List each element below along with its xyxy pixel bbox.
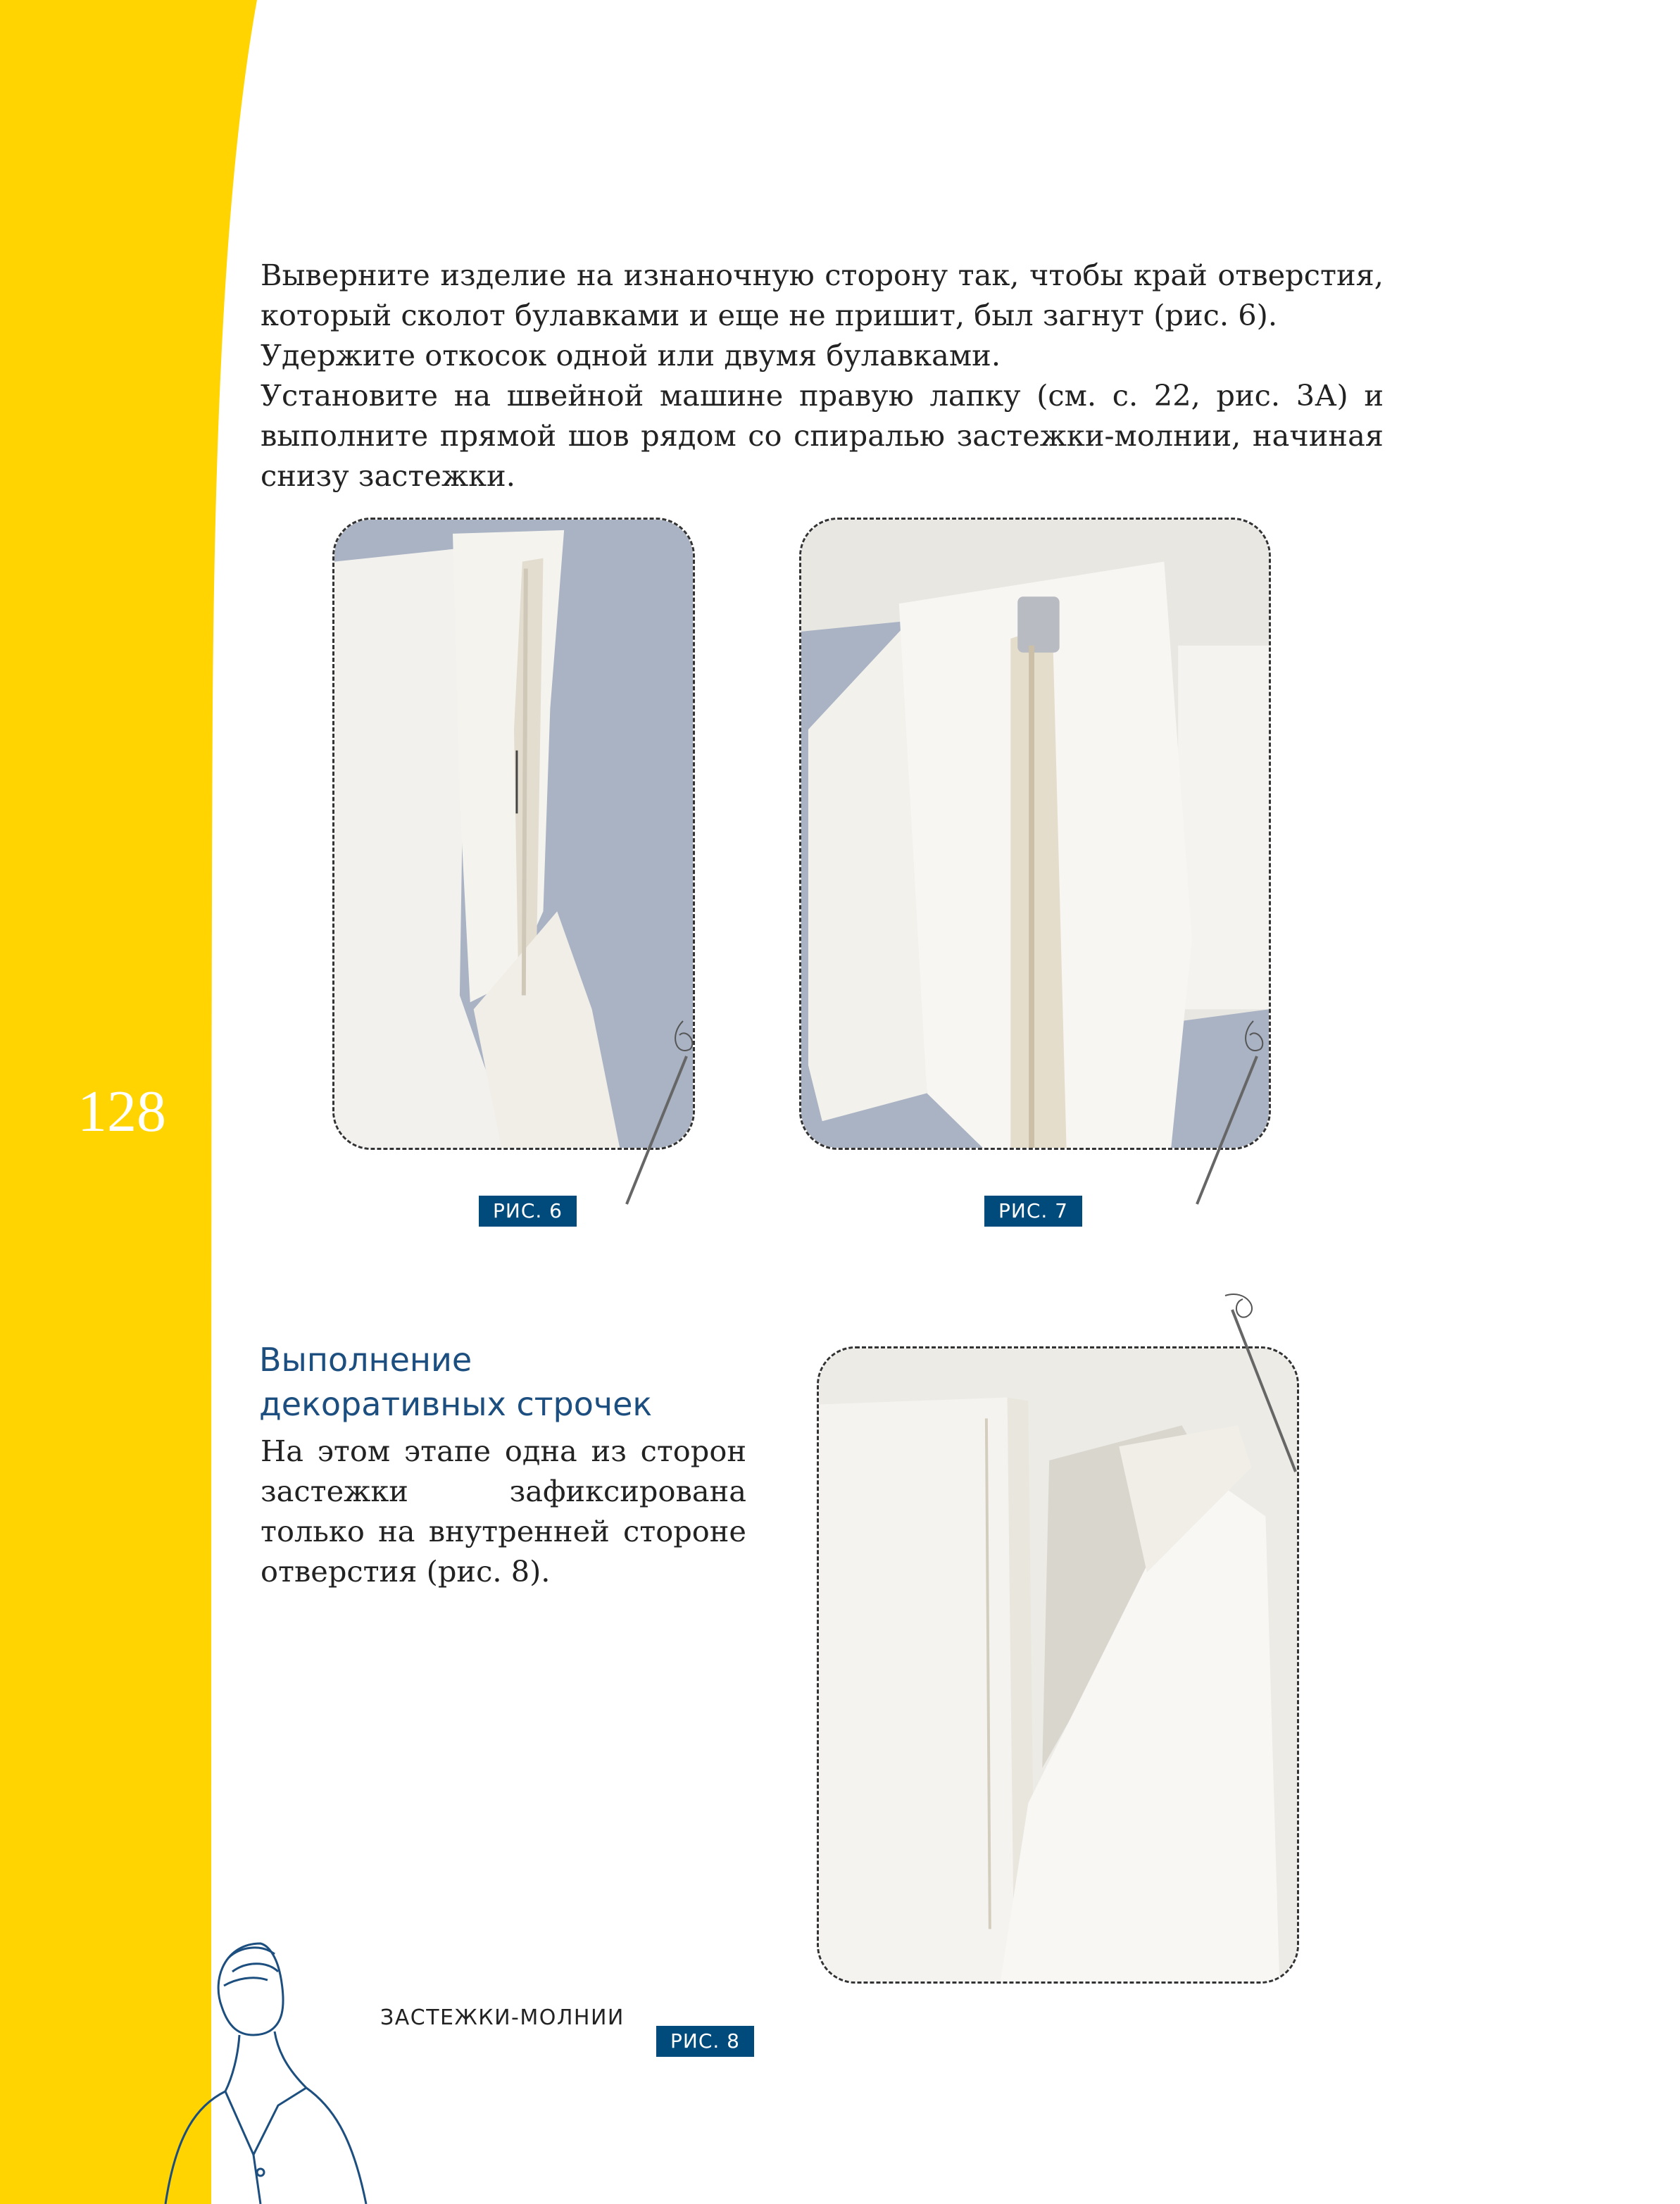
needle-icon (620, 1014, 704, 1211)
woman-sketch-icon (155, 1929, 387, 2204)
figure-8-caption: РИС. 8 (656, 2026, 754, 2057)
body-paragraph: Выверните изделие на изнаночную сторону так, чтобы край отверстия, который сколот булавками и еще не пришит, был загнут (рис. 6). (261, 258, 1384, 332)
body-paragraph: Установите на швейной машине правую лапку (см. с. 22, рис. 3А) и выполните прямой шов рядом со спиралью застежки-молнии, начиная снизу застежки. (261, 378, 1384, 493)
footer-chapter: ЗАСТЕЖКИ-МОЛНИИ (380, 2005, 625, 2030)
section-heading-line: Выполнение (259, 1341, 472, 1379)
body-paragraph: Удержите откосок одной или двумя булавками. (261, 338, 1001, 372)
figure-6-caption: РИС. 6 (479, 1196, 577, 1227)
figure-7-caption: РИС. 7 (984, 1196, 1082, 1227)
section-heading (259, 1338, 652, 1427)
section-heading-line: декоративных строчек (259, 1385, 653, 1423)
page-number: 128 (77, 1079, 166, 1144)
section-text (261, 1431, 746, 1591)
section-paragraph: На этом этапе одна из сторон застежки зафиксирована только на внутренней стороне отверстия (рис. 8). (261, 1434, 746, 1589)
needle-icon (1204, 1289, 1303, 1486)
needle-icon (1190, 1014, 1274, 1211)
body-text (261, 255, 1384, 496)
